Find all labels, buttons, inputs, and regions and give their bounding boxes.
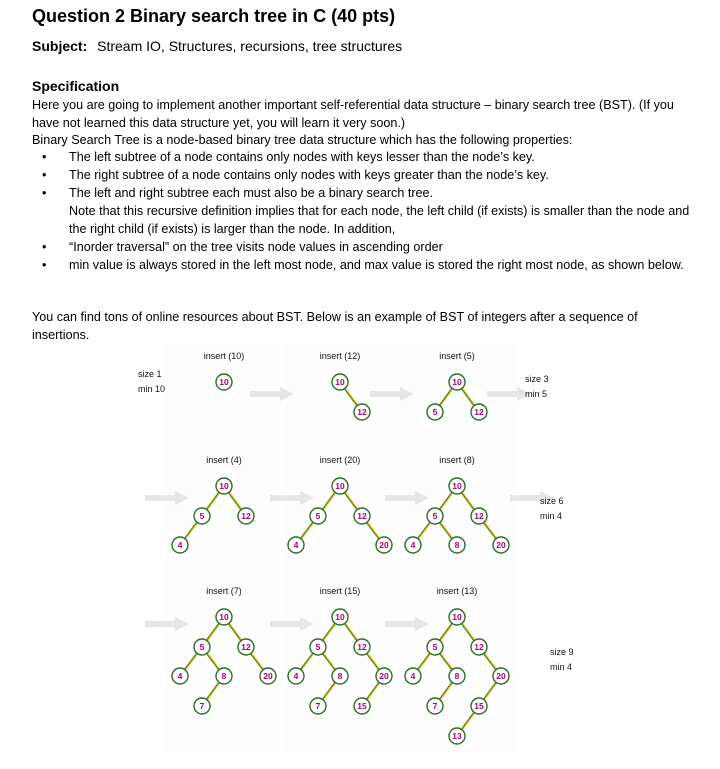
tree-node-value: 12	[474, 642, 484, 652]
tree-node-value: 5	[432, 511, 438, 521]
step-label: insert (8)	[439, 455, 475, 465]
tree-node-value: 10	[452, 377, 462, 387]
tree-info-label: min 10	[138, 384, 166, 394]
tree-node-value: 5	[315, 642, 321, 652]
tree-node-value: 10	[219, 377, 229, 387]
subject-value: Stream IO, Structures, recursions, tree structures	[97, 38, 403, 54]
tree-info-label: min 4	[550, 662, 573, 672]
step-label: insert (5)	[439, 351, 475, 361]
tree-node-value: 7	[315, 701, 321, 711]
list-item: • The left subtree of a node contains only nodes with keys lesser than the node’s key.	[42, 150, 535, 164]
subject-label: Subject:	[32, 38, 88, 54]
tree-node-value: 10	[335, 481, 345, 491]
tree-node-value: 20	[263, 671, 273, 681]
tree-node-value: 5	[315, 511, 321, 521]
step-label: insert (7)	[206, 586, 242, 596]
spec-intro-2: Binary Search Tree is a node-based binary tree data structure which has the following properties:	[32, 133, 573, 147]
tree-node-value: 10	[219, 481, 229, 491]
tree-node-value: 5	[199, 511, 205, 521]
tree-node-value: 4	[410, 540, 416, 550]
tree-node-value: 15	[474, 701, 484, 711]
list-item: • The left and right subtree each must also be a binary search tree.	[42, 186, 434, 200]
step-label: insert (15)	[319, 586, 361, 596]
spec-intro-1: Here you are going to implement another important self-referential data structure – binary search tree (BST). (If you have not learned this data structure yet, you will learn it very soon.)	[32, 98, 674, 130]
tree-node-value: 4	[293, 540, 299, 550]
list-item-text: “Inorder traversal” on the tree visits node values in ascending order	[69, 240, 443, 254]
tree-node-value: 10	[335, 612, 345, 622]
step-label: insert (13)	[436, 586, 478, 596]
list-item-text: The right subtree of a node contains only nodes with keys greater than the node’s key.	[69, 168, 549, 182]
tree-node-value: 12	[357, 642, 367, 652]
tree-node-value: 4	[293, 671, 299, 681]
tree-node-value: 10	[452, 612, 462, 622]
list-item: • min value is always stored in the left most node, and max value is stored the right most node, as shown below.	[42, 258, 684, 272]
tree-info-label: size 3	[525, 374, 549, 384]
subject-line	[32, 38, 402, 54]
step-label: insert (12)	[319, 351, 361, 361]
tree-node-value: 5	[199, 642, 205, 652]
list-item-text: min value is always stored in the left most node, and max value is stored the right most node, as shown below.	[69, 258, 684, 272]
tree-node-value: 8	[454, 671, 460, 681]
list-item: • “Inorder traversal” on the tree visits node values in ascending order	[42, 240, 443, 254]
step-label: insert (20)	[319, 455, 361, 465]
list-item-text: The left and right subtree each must also be a binary search tree.	[69, 186, 434, 200]
properties-list	[32, 148, 692, 274]
tree-node-value: 4	[177, 671, 183, 681]
tree-node-value: 20	[379, 671, 389, 681]
resources-text: You can find tons of online resources about BST. Below is an example of BST of integers after a sequence of insertions.	[32, 310, 638, 342]
note-text: Note that this recursive definition implies that for each node, the left child (if exists) is smaller than the node and the right child (if exists) is larger than the node. In addition,	[69, 204, 690, 236]
tree-node-value: 20	[496, 671, 506, 681]
tree-node-value: 12	[474, 511, 484, 521]
tree-node-value: 12	[357, 511, 367, 521]
tree-node-value: 12	[357, 407, 367, 417]
tree-info-label: size 6	[540, 496, 564, 506]
step-label: insert (10)	[203, 351, 245, 361]
bst-insertion-diagram	[0, 340, 720, 760]
tree-node-value: 10	[452, 481, 462, 491]
tree-node-value: 12	[241, 511, 251, 521]
tree-node-value: 20	[379, 540, 389, 550]
tree-node-value: 8	[454, 540, 460, 550]
step-label: insert (4)	[206, 455, 242, 465]
tree-info-label: min 4	[540, 511, 563, 521]
tree-node-value: 8	[337, 671, 343, 681]
tree-node-value: 4	[177, 540, 183, 550]
tree-node-value: 7	[432, 701, 438, 711]
tree-info-label: min 5	[525, 389, 548, 399]
tree-node-value: 15	[357, 701, 367, 711]
tree-info-label: size 9	[550, 647, 574, 657]
tree-info-label: size 1	[138, 369, 162, 379]
tree-node-value: 5	[432, 407, 438, 417]
tree-node-value: 5	[432, 642, 438, 652]
tree-node-value: 12	[474, 407, 484, 417]
tree-node-value: 10	[335, 377, 345, 387]
list-item-text: The left subtree of a node contains only nodes with keys lesser than the node’s key.	[69, 150, 535, 164]
tree-node-value: 20	[496, 540, 506, 550]
tree-node-value: 8	[221, 671, 227, 681]
list-item: • The right subtree of a node contains only nodes with keys greater than the node’s key.	[42, 168, 549, 182]
tree-node-value: 4	[410, 671, 416, 681]
tree-node-value: 12	[241, 642, 251, 652]
spec-heading: Specification	[32, 78, 120, 94]
tree-node-value: 7	[199, 701, 205, 711]
tree-node-value: 10	[219, 612, 229, 622]
tree-node-value: 13	[452, 731, 462, 741]
question-title: Question 2 Binary search tree in C (40 pts)	[32, 6, 396, 26]
